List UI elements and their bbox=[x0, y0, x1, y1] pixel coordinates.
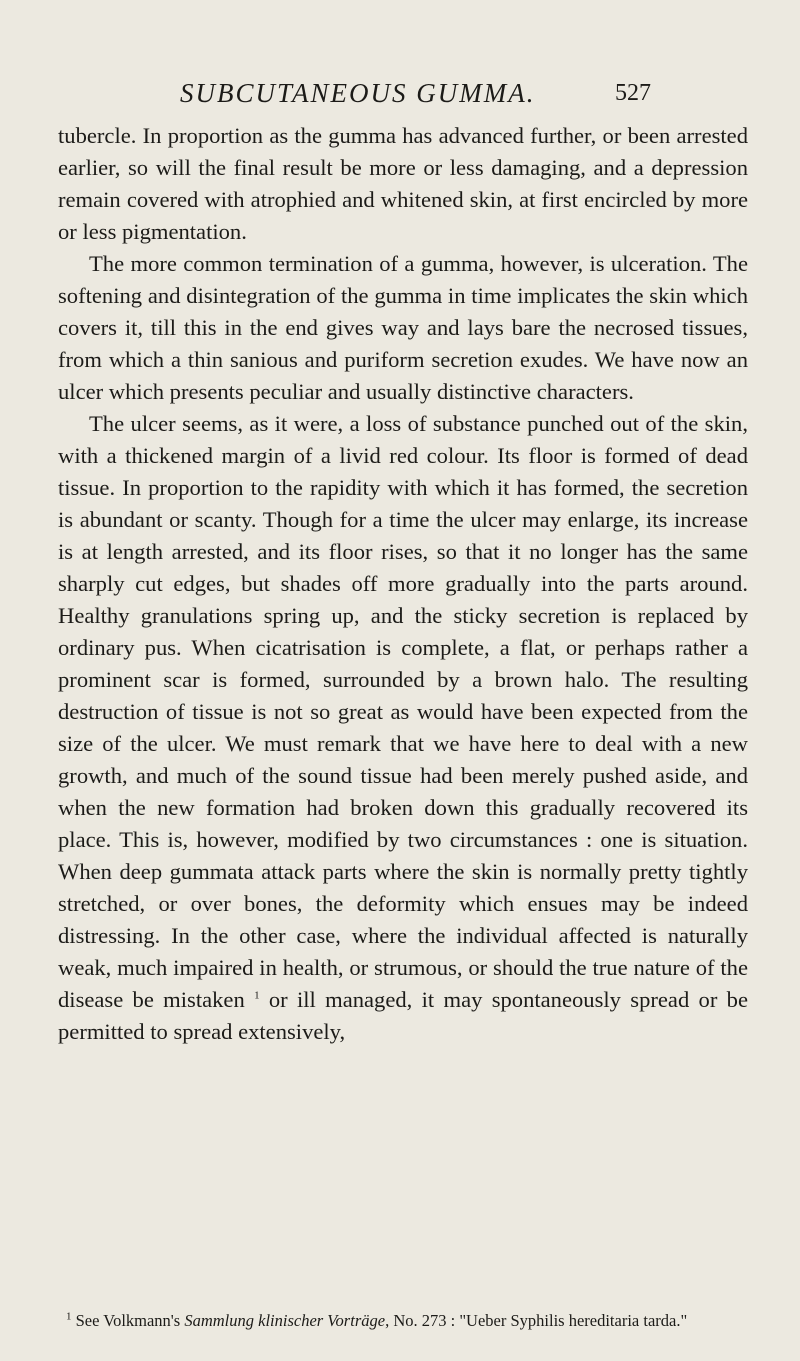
paragraph-continuation: tubercle. In proportion as the gumma has advanced further, or been arrested earlier, so will the final result be more or less damaging, and a depression remain covered with atrophied and whitened skin, at first encircled by more or less pigmentation. bbox=[58, 123, 748, 244]
footnote-tail: , No. 273 : "Ueber Syphilis hereditaria tarda." bbox=[385, 1311, 688, 1330]
body-text bbox=[58, 120, 748, 1048]
paragraph-ulcer-tail: or ill managed, it may spontaneously spread or be permitted to spread extensively, bbox=[58, 987, 748, 1044]
footnote bbox=[58, 1310, 748, 1332]
paragraph-ulcer-description bbox=[58, 408, 748, 1048]
footnote-reference: 1 bbox=[254, 989, 260, 1002]
footnote-text bbox=[58, 1310, 748, 1332]
paragraph-ulcer-text: The ulcer seems, as it were, a loss of substance punched out of the skin, with a thickened margin of a livid red colour. Its floor is formed of dead tissue. In proportion to the rapidity with which it has formed, the secretion is abundant or scanty. Though for a time the ulcer may enlarge, its increase is at length arrested, and its floor rises, so that it no longer has the same sharply cut edges, but shades off more gradually into the parts around. Healthy granulations spring up, and the sticky secretion is replaced by ordinary pus. When cicatrisation is complete, a flat, or perhaps rather a prominent scar is formed, surrounded by a brown halo. The resulting destruction of tissue is not so great as would have been expected from the size of the ulcer. We must remark that we have here to deal with a new growth, and much of the sound tissue had been merely pushed aside, and when the new formation had broken down this gradually recovered its place. This is, however, modified by two circumstances : one is situation. When deep gummata attack parts where the skin is normally pretty tightly stretched, or over bones, the deformity which ensues may be indeed distressing. In the other case, where the individual affected is naturally weak, much impaired in health, or strumous, or should the true nature of the disease be mistaken bbox=[58, 411, 748, 1012]
running-head bbox=[0, 78, 800, 114]
footnote-marker: 1 bbox=[66, 1310, 72, 1323]
paragraph-ulceration: The more common termination of a gumma, however, is ulceration. The softening and disintegration of the gumma in time implicates the skin which covers it, till this in the end gives way and lays bare the necrosed tissues, from which a thin sanious and puriform secretion exudes. We have now an ulcer which presents peculiar and usually distinctive characters. bbox=[58, 251, 748, 404]
footnote-lead: See Volkmann's bbox=[75, 1311, 185, 1330]
footnote-title: Sammlung klinischer Vorträge bbox=[184, 1311, 386, 1330]
page-number: 527 bbox=[615, 80, 651, 106]
running-title: SUBCUTANEOUS GUMMA. bbox=[180, 78, 536, 108]
